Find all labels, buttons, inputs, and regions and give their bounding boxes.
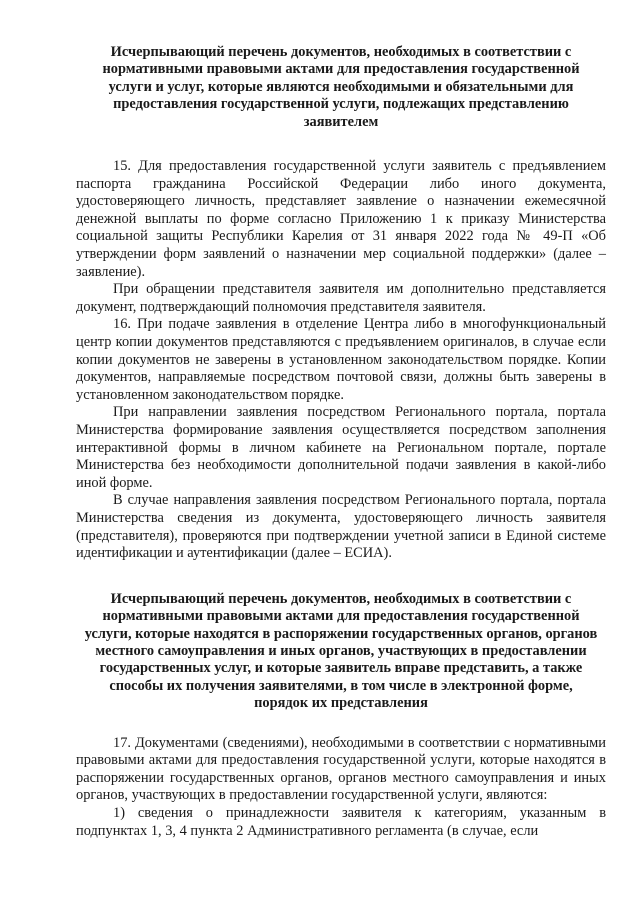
spacer bbox=[76, 713, 606, 735]
paragraph-17: 17. Документами (сведениями), необходимыми в соответствии с нормативными правовыми актами для предоставления государственной услуги, которые находятся в распоряжении государственных органов, органов местного самоуправления и иных органов, участвующих в предоставлении государственной услуги, являются: bbox=[76, 734, 606, 804]
paragraph-16: 16. При подаче заявления в отделение Центра либо в многофункциональный центр копии документов представляются с предъявлением оригиналов, в случае если копии документов не заверены в установленном законодательством порядке. Копии документов, направляемые посредством почтовой связи, должны быть заверены в установленном законодательством порядке. bbox=[76, 316, 606, 403]
paragraph-representative: При обращении представителя заявителя им дополнительно представляется документ, подтверждающий полномочия представителя заявителя. bbox=[76, 281, 606, 315]
section-heading-documents-in-possession: Исчерпывающий перечень документов, необходимых в соответствии с нормативными правовыми актами для предоставления государственной услуги, которые находятся в распоряжении государственных органов, органов местного самоуправления и иных органов, участвующих в предоставлении государственных услуг, и которые заявитель вправе представить, а также способы их получения заявителями, в том числе в электронной форме, порядок их представления bbox=[84, 590, 598, 712]
document-content bbox=[76, 44, 606, 840]
spacer bbox=[76, 563, 606, 591]
section-heading-documents-required: Исчерпывающий перечень документов, необходимых в соответствии с нормативными правовыми актами для предоставления государственной услуги и услуг, которые являются необходимыми и обязательными для предоставления государственной услуги, подлежащих представлению заявителем bbox=[102, 44, 580, 130]
paragraph-esia: В случае направления заявления посредством Регионального портала, портала Министерства сведения из документа, удостоверяющего личность заявителя (представителя), проверяются при подтверждении учетной записи в Единой системе идентификации и аутентификации (далее – ЕСИА). bbox=[76, 492, 606, 562]
spacer bbox=[76, 131, 606, 158]
paragraph-regional-portal: При направлении заявления посредством Регионального портала, портала Министерства формирование заявления осуществляется посредством заполнения интерактивной формы в личном кабинете на Региональном портале, портале Министерства без необходимости дополнительной подачи заявления в какой-либо иной форме. bbox=[76, 404, 606, 491]
paragraph-17-item-1: 1) сведения о принадлежности заявителя к категориям, указанным в подпунктах 1, 3, 4 пункта 2 Административного регламента (в случае, если bbox=[76, 804, 606, 839]
paragraph-15: 15. Для предоставления государственной услуги заявитель с предъявлением паспорта гражданина Российской Федерации либо иного документа, удостоверяющего личность, представляет заявление о назначении ежемесячной денежной выплаты по форме согласно Приложению 1 к приказу Министерства социальной защиты Республики Карелия от 31 января 2022 года № 49-П «Об утверждении форм заявлений о назначении мер социальной поддержки» (далее – заявление). bbox=[76, 158, 606, 280]
